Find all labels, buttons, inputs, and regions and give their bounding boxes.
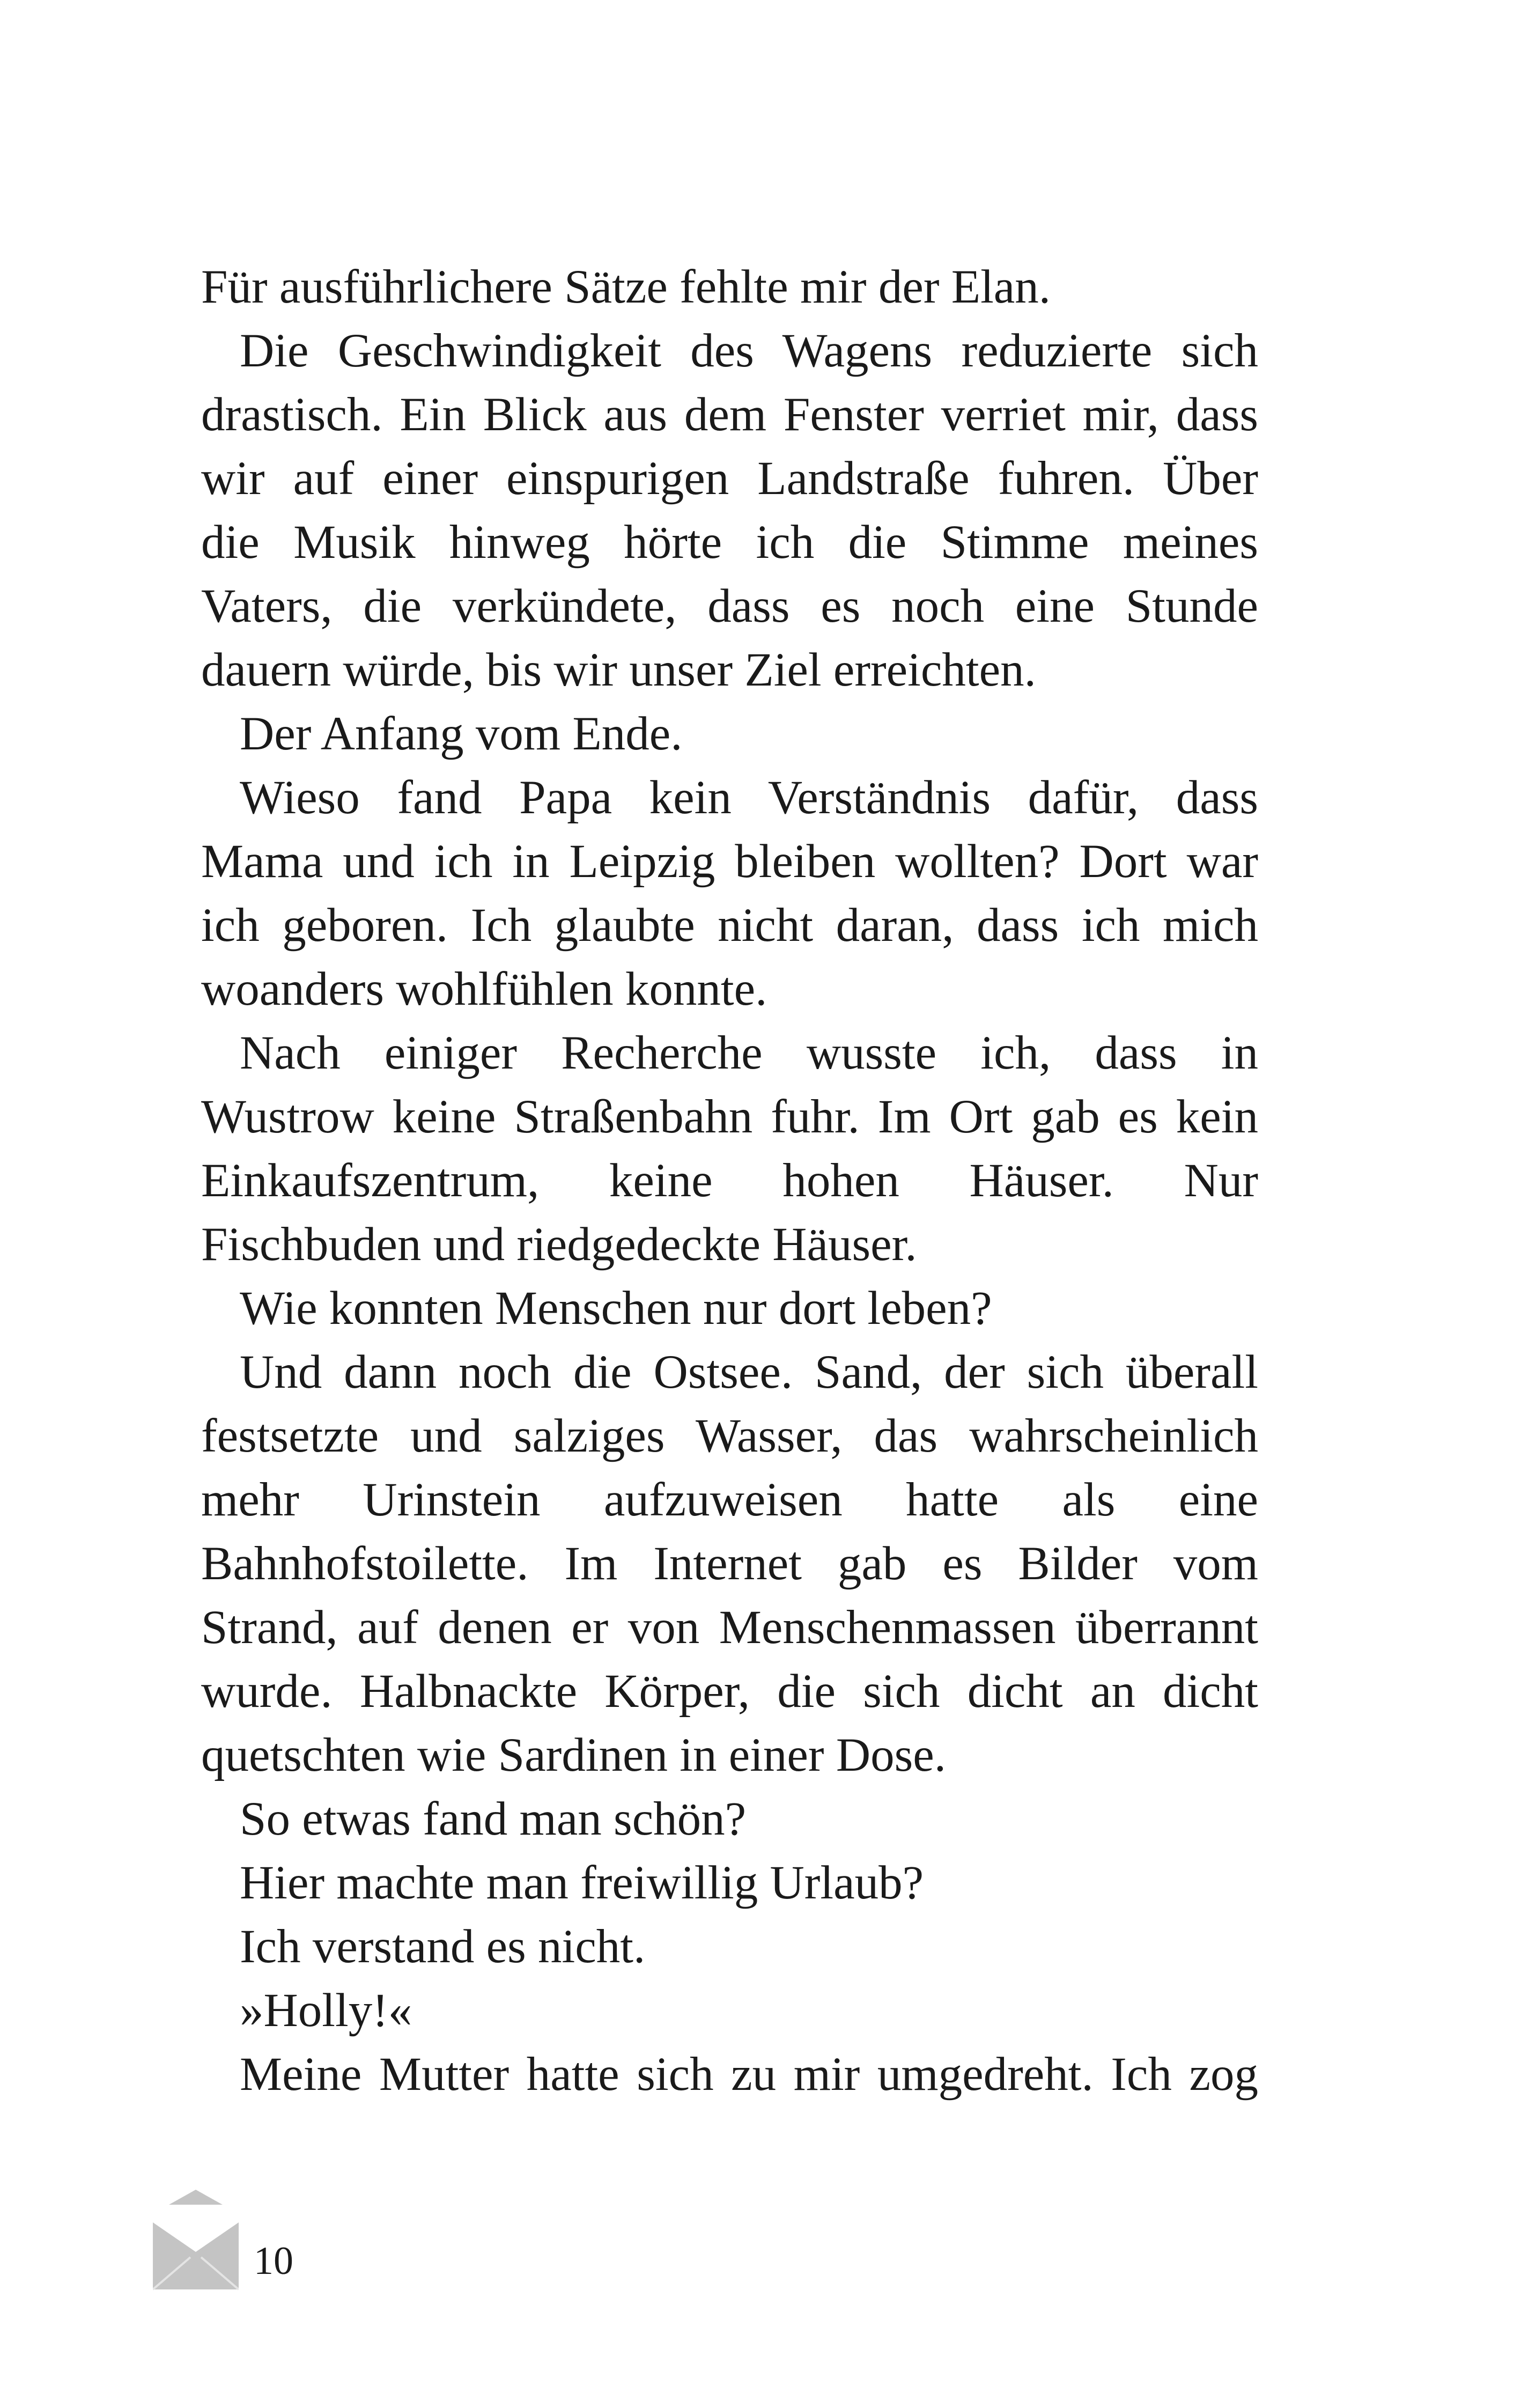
text-line: mehr Urinstein aufzuweisen hatte als eine bbox=[201, 1474, 1258, 1526]
text-line: Mama und ich in Leipzig bleiben wollten? Dort war bbox=[201, 835, 1258, 888]
text-line: Wie konnten Menschen nur dort leben? bbox=[240, 1282, 992, 1335]
text-line: Und dann noch die Ostsee. Sand, der sich überall bbox=[240, 1346, 1258, 1398]
text-line: Für ausführlichere Sätze fehlte mir der Elan. bbox=[201, 261, 1051, 313]
text-line: woanders wohlfühlen konnte. bbox=[201, 963, 767, 1015]
text-line: wir auf einer einspurigen Landstraße fuhren. Über bbox=[201, 452, 1258, 505]
envelope-icon bbox=[153, 2189, 239, 2291]
text-line: Wustrow keine Straßenbahn fuhr. Im Ort gab es kein bbox=[201, 1091, 1258, 1143]
text-line: quetschten wie Sardinen in einer Dose. bbox=[201, 1729, 946, 1781]
text-line: Meine Mutter hatte sich zu mir umgedreht. Ich zog bbox=[240, 2048, 1258, 2101]
text-line: So etwas fand man schön? bbox=[240, 1793, 747, 1845]
text-line: Die Geschwindigkeit des Wagens reduzierte sich bbox=[240, 325, 1258, 377]
text-line: Einkaufszentrum, keine hohen Häuser. Nur bbox=[201, 1154, 1258, 1207]
text-line: dauern würde, bis wir unser Ziel erreichten. bbox=[201, 644, 1036, 696]
text-line: wurde. Halbnackte Körper, die sich dicht an dicht bbox=[201, 1665, 1258, 1718]
text-line: Der Anfang vom Ende. bbox=[240, 708, 683, 760]
text-line: Fischbuden und riedgedeckte Häuser. bbox=[201, 1218, 917, 1271]
text-line: Nach einiger Recherche wusste ich, dass in bbox=[240, 1027, 1258, 1079]
text-line: Wieso fand Papa kein Verständnis dafür, dass bbox=[240, 771, 1258, 824]
text-line: »Holly!« bbox=[240, 1984, 412, 2037]
text-line: Ich verstand es nicht. bbox=[240, 1920, 646, 1973]
text-line: die Musik hinweg hörte ich die Stimme meines bbox=[201, 516, 1258, 569]
text-line: Vaters, die verkündete, dass es noch eine Stunde bbox=[201, 580, 1258, 632]
text-line: Strand, auf denen er von Menschenmassen überrannt bbox=[201, 1601, 1258, 1654]
text-line: festsetzte und salziges Wasser, das wahrscheinlich bbox=[201, 1410, 1258, 1462]
text-line: drastisch. Ein Blick aus dem Fenster verriet mir, dass bbox=[201, 388, 1258, 441]
text-line: Bahnhofstoilette. Im Internet gab es Bilder vom bbox=[201, 1537, 1258, 1590]
text-line: Hier machte man freiwillig Urlaub? bbox=[240, 1857, 924, 1909]
page-number: 10 bbox=[254, 2239, 293, 2283]
text-line: ich geboren. Ich glaubte nicht daran, dass ich mich bbox=[201, 899, 1258, 952]
body-text bbox=[201, 255, 1258, 2107]
page-footer bbox=[153, 2189, 367, 2296]
